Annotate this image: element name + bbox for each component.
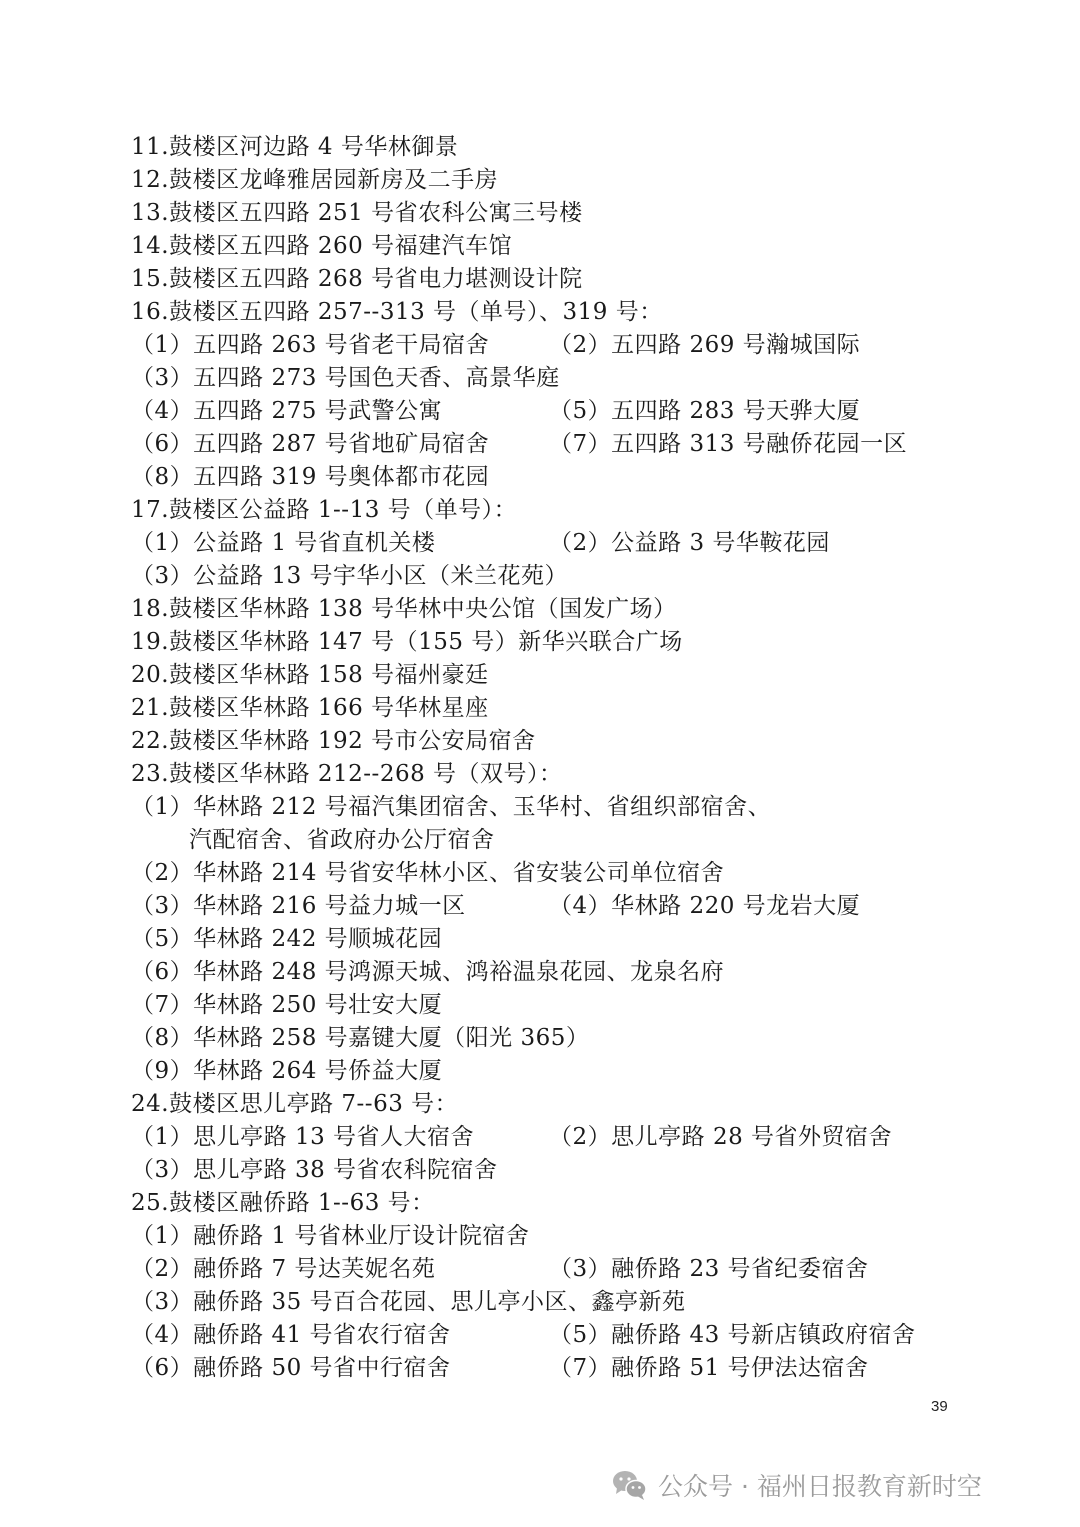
list-sub-item: （5）五四路 283 号天骅大厦 — [549, 398, 861, 424]
page-number: 39 — [931, 1398, 948, 1415]
list-item: 18.鼓楼区华林路 138 号华林中央公馆（国发广场） — [131, 596, 677, 622]
list-sub-item: （2）五四路 269 号瀚城国际 — [549, 332, 861, 358]
list-sub-item: （3）融侨路 23 号省纪委宿舍 — [549, 1256, 869, 1282]
list-sub-item: （7）五四路 313 号融侨花园一区 — [549, 431, 908, 457]
list-item: 24.鼓楼区思儿亭路 7--63 号： — [131, 1091, 459, 1117]
list-sub-item: （9）华林路 264 号侨益大厦 — [131, 1058, 443, 1084]
list-sub-item: （7）华林路 250 号壮安大厦 — [131, 992, 443, 1018]
list-item: 14.鼓楼区五四路 260 号福建汽车馆 — [131, 233, 513, 259]
watermark-text: 公众号 · 福州日报教育新时空 — [658, 1472, 982, 1501]
list-sub-item: （2）华林路 214 号省安华林小区、省安装公司单位宿舍 — [131, 860, 725, 886]
list-item: 19.鼓楼区华林路 147 号（155 号）新华兴联合广场 — [131, 629, 683, 655]
list-sub-item: （1）五四路 263 号省老干局宿舍 — [131, 332, 490, 358]
list-item: 22.鼓楼区华林路 192 号市公安局宿舍 — [131, 728, 536, 754]
list-sub-item: （5）华林路 242 号顺城花园 — [131, 926, 443, 952]
list-item: 11.鼓楼区河边路 4 号华林御景 — [131, 134, 459, 160]
list-item: 13.鼓楼区五四路 251 号省农科公寓三号楼 — [131, 200, 583, 226]
list-sub-item: （1）华林路 212 号福汽集团宿舍、玉华村、省组织部宿舍、 — [131, 794, 772, 820]
list-sub-item: （3）华林路 216 号益力城一区 — [131, 893, 466, 919]
wechat-icon — [612, 1469, 648, 1501]
watermark — [612, 1465, 982, 1505]
list-sub-item: （7）融侨路 51 号伊法达宿舍 — [549, 1355, 869, 1381]
list-item: 20.鼓楼区华林路 158 号福州豪廷 — [131, 662, 489, 688]
list-item: 15.鼓楼区五四路 268 号省电力堪测设计院 — [131, 266, 583, 292]
list-sub-item: （1）公益路 1 号省直机关楼 — [131, 530, 436, 556]
list-sub-item: （2）公益路 3 号华鞍花园 — [549, 530, 830, 556]
list-sub-item: （1）融侨路 1 号省林业厅设计院宿舍 — [131, 1223, 530, 1249]
list-sub-item: （3）五四路 273 号国色天香、高景华庭 — [131, 365, 560, 391]
list-sub-item: （2）思儿亭路 28 号省外贸宿舍 — [549, 1124, 893, 1150]
list-sub-item: （6）融侨路 50 号省中行宿舍 — [131, 1355, 451, 1381]
list-sub-item: （4）融侨路 41 号省农行宿舍 — [131, 1322, 451, 1348]
list-sub-item: （3）思儿亭路 38 号省农科院宿舍 — [131, 1157, 498, 1183]
list-item: 21.鼓楼区华林路 166 号华林星座 — [131, 695, 489, 721]
list-sub-item-continuation: 汽配宿舍、省政府办公厅宿舍 — [189, 827, 495, 853]
list-item: 25.鼓楼区融侨路 1--63 号： — [131, 1190, 435, 1216]
list-sub-item: （2）融侨路 7 号达芙妮名苑 — [131, 1256, 436, 1282]
list-sub-item: （4）五四路 275 号武警公寓 — [131, 398, 443, 424]
list-sub-item: （1）思儿亭路 13 号省人大宿舍 — [131, 1124, 475, 1150]
list-item: 17.鼓楼区公益路 1--13 号（单号）： — [131, 497, 518, 523]
list-sub-item: （8）五四路 319 号奥体都市花园 — [131, 464, 490, 490]
list-sub-item: （6）五四路 287 号省地矿局宿舍 — [131, 431, 490, 457]
list-sub-item: （3）融侨路 35 号百合花园、思儿亭小区、鑫亭新苑 — [131, 1289, 686, 1315]
list-sub-item: （4）华林路 220 号龙岩大厦 — [549, 893, 861, 919]
list-sub-item: （3）公益路 13 号宇华小区（米兰花苑） — [131, 563, 569, 589]
list-sub-item: （5）融侨路 43 号新店镇政府宿舍 — [549, 1322, 916, 1348]
list-sub-item: （6）华林路 248 号鸿源天城、鸿裕温泉花园、龙泉名府 — [131, 959, 725, 985]
list-sub-item: （8）华林路 258 号嘉键大厦（阳光 365） — [131, 1025, 590, 1051]
list-item: 12.鼓楼区龙峰雅居园新房及二手房 — [131, 167, 499, 193]
list-item: 16.鼓楼区五四路 257--313 号（单号）、319 号： — [131, 299, 663, 325]
list-item: 23.鼓楼区华林路 212--268 号（双号）： — [131, 761, 563, 787]
